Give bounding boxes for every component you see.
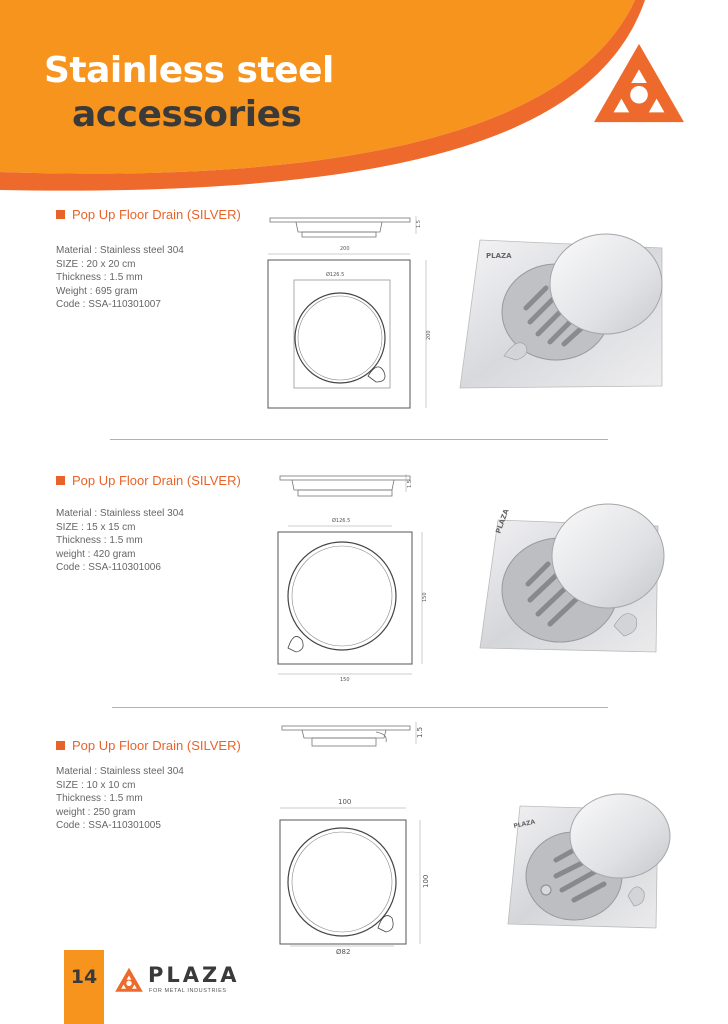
product-3-photo-brand: PLAZA — [512, 818, 536, 830]
product-2-technical-drawing — [270, 470, 440, 685]
product-2-inner-label: Ø126.5 — [332, 518, 351, 524]
product-1-technical-drawing — [260, 210, 440, 415]
product-2-title: Pop Up Floor Drain (SILVER) — [56, 473, 241, 488]
product-2-depth-label: 1.5 — [407, 480, 413, 488]
product-3-depth-label: 1.5 — [416, 726, 424, 738]
product-3-specs: Material : Stainless steel 304 SIZE : 10 x 10 cm Thickness : 1.5 mm weight : 250 gram Code : SSA-110301005 — [56, 766, 184, 831]
brand-name: PLAZA — [148, 963, 240, 987]
bullet-square-icon — [56, 741, 65, 750]
page-number: 14 — [70, 966, 98, 988]
page-title-line2: accessories — [72, 94, 302, 135]
product-3-photo — [504, 790, 674, 930]
product-3-inner-label: Ø82 — [336, 948, 351, 956]
page-title-line1: Stainless steel — [44, 50, 334, 91]
product-2-width-label: 150 — [340, 677, 350, 683]
plaza-logo-icon — [590, 40, 688, 128]
product-3-title: Pop Up Floor Drain (SILVER) — [56, 738, 241, 753]
product-3-technical-drawing — [272, 718, 442, 958]
product-3-height-label: 100 — [422, 874, 430, 888]
product-3-width-label: 100 — [338, 798, 352, 806]
product-1-height-label: 200 — [426, 330, 432, 340]
product-2-specs: Material : Stainless steel 304 SIZE : 15 x 15 cm Thickness : 1.5 mm weight : 420 gram Code : SSA-110301006 — [56, 508, 184, 573]
product-1-photo-brand: PLAZA — [486, 252, 512, 260]
plaza-logo-icon — [114, 966, 144, 994]
product-1-inner-label: Ø126.5 — [326, 272, 345, 278]
section-divider — [112, 707, 608, 708]
section-divider — [110, 439, 608, 440]
brand-tagline: FOR METAL INDUSTRIES — [149, 988, 227, 994]
product-1-title: Pop Up Floor Drain (SILVER) — [56, 207, 241, 222]
product-2-photo-brand: PLAZA — [494, 507, 511, 535]
bullet-square-icon — [56, 476, 65, 485]
product-1-width-label: 200 — [340, 246, 350, 252]
bullet-square-icon — [56, 210, 65, 219]
product-2-height-label: 150 — [422, 592, 428, 602]
product-1-depth-label: 1.5 — [416, 220, 422, 228]
product-1-photo — [456, 228, 666, 390]
product-2-photo — [478, 500, 668, 655]
product-1-specs: Material : Stainless steel 304 SIZE : 20 x 20 cm Thickness : 1.5 mm Weight : 695 gram Code : SSA-110301007 — [56, 245, 184, 310]
